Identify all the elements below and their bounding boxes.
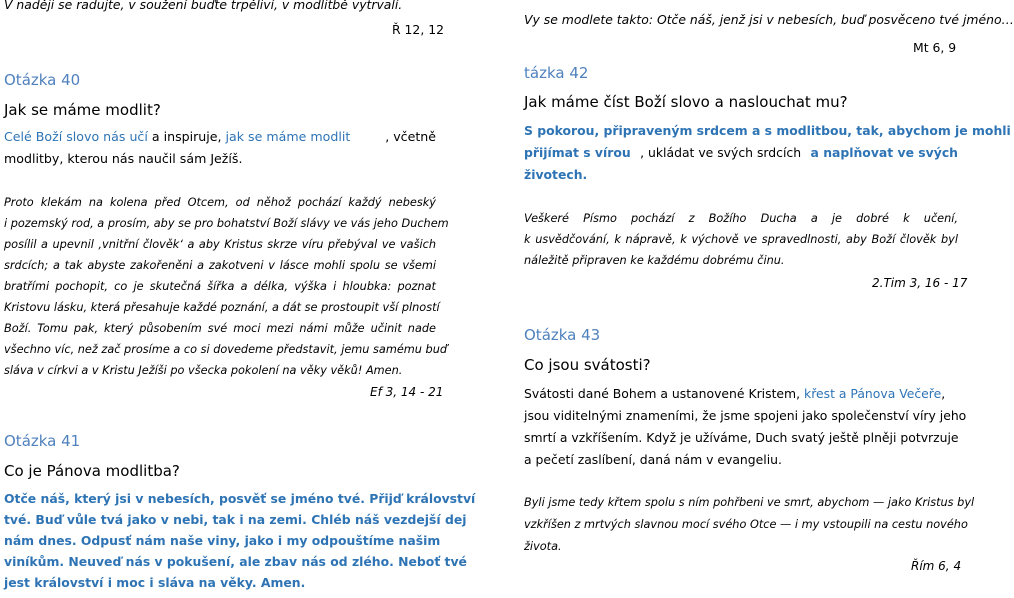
romans-passage — [524, 492, 975, 558]
q43-answer-l1b: křest a Pánova Večeře — [804, 386, 942, 401]
prayer-line: jest království i moc i sláva na věky. Amen. — [4, 575, 306, 590]
ephesians-passage — [4, 192, 449, 381]
passage-line: života. — [524, 540, 562, 553]
q40-heading: Otázka 40 — [4, 71, 81, 89]
q40-answer-d: , včetně — [385, 129, 436, 144]
right-top-ref: Mt 6, 9 — [913, 40, 957, 55]
q41-question: Co je Pánova modlitba? — [4, 462, 180, 480]
q42-answer-l2b: , ukládat ve svých srdcích — [640, 145, 802, 160]
q40-question: Jak se máme modlit? — [4, 101, 161, 119]
q40-answer-a: Celé Boží slovo nás učí — [4, 129, 148, 144]
passage-line: i pozemský rod, a prosím, aby se pro bohatství Boží slávy ve vás jeho Duchem — [4, 217, 449, 230]
passage-line: sláva v církvi a v Kristu Ježíši po všecka pokolení na věky věků! Amen. — [4, 364, 403, 377]
prayer-line: Otče náš, který jsi v nebesích, posvěť se jméno tvé. Přijď království — [4, 491, 476, 506]
passage-line: vzkříšen z mrtvých slavnou mocí svého Otce — i my vstoupili na cestu nového — [524, 518, 968, 531]
passage-line: posílil a upevnil ,vnitřní člověk‘ a aby Kristus skrze víru přebýval ve vašich — [4, 238, 436, 251]
q43-answer-l1c: , — [941, 386, 946, 401]
q43-answer-l1a: Svátosti dané Bohem a ustanovené Kristem, — [524, 386, 805, 401]
q43-answer-line4: a pečetí zaslíbení, daná nám v evangeliu. — [524, 452, 782, 467]
passage-line: náležitě připraven ke každému dobrému činu. — [524, 254, 785, 267]
passage-line: bratřími pochopit, co je skutečná šířka a délka, výška i hloubka: poznat — [4, 280, 436, 293]
left-top-ref: Ř 12, 12 — [392, 22, 444, 37]
timothy-passage — [524, 208, 958, 271]
passage-line: všechno víc, než zač prosíme a co si dovedeme představit, jemu samému buď — [4, 343, 448, 356]
passage-line: srdcích; a tak abyste zakořeněni a zakotveni v lásce mohli spolu se všemi — [4, 259, 436, 272]
q43-answer — [524, 383, 967, 471]
q42-answer — [524, 120, 1011, 186]
passage-line: Byli jsme tedy křtem spolu s ním pohřbeni ve smrt, abychom — jako Kristus byl — [524, 496, 975, 509]
passage-line: k usvědčování, k nápravě, k výchově ve spravedlnosti, aby Boží člověk byl — [524, 233, 958, 246]
prayer-line: nám dnes. Odpusť nám naše viny, jako i my odpouštíme našim — [4, 533, 441, 548]
q42-answer-l2c: a naplňovat ve svých — [810, 145, 958, 160]
q42-answer-l2a: přijímat s vírou — [524, 145, 631, 160]
passage-line: Kristovu lásku, která přesahuje každé poznání, a dát se prostoupit vší plností — [4, 301, 440, 314]
q42-answer-line1: S pokorou, připraveným srdcem a s modlitbou, tak, abychom je mohli — [524, 123, 1011, 138]
passage-line: Boží. Tomu pak, který působením své moci mezi námi může učinit nade — [4, 322, 436, 335]
q40-answer-b: a inspiruje, — [147, 129, 226, 144]
q40-answer-c: jak se máme modlit — [225, 129, 351, 144]
lords-prayer — [4, 488, 476, 593]
q41-heading: Otázka 41 — [4, 432, 81, 450]
q43-question: Co jsou svátosti? — [524, 356, 651, 374]
romans-ref: Řím 6, 4 — [911, 559, 962, 573]
left-top-quote: V naději se radujte, v soužení buďte trpěliví, v modlitbě vytrvalí. — [4, 0, 403, 12]
q42-question: Jak máme číst Boží slovo a naslouchat mu? — [524, 93, 848, 111]
q42-answer-line3: životech. — [524, 167, 588, 182]
q43-answer-line2: jsou viditelnými znameními, že jsme spojeni jako společenství víry jeho — [524, 408, 967, 423]
prayer-line: viníkům. Neuveď nás v pokušení, ale zbav nás od zlého. Neboť tvé — [4, 554, 467, 569]
passage-line: Proto klekám na kolena před Otcem, od něhož pochází každý nebeský — [4, 196, 436, 209]
q40-answer-e: modlitby, kterou nás naučil sám Ježíš. — [4, 151, 243, 166]
right-top-quote: Vy se modlete takto: Otče náš, jenž jsi v nebesích, buď posvěceno tvé jméno… — [524, 12, 1014, 27]
passage-line: Veškeré Písmo pochází z Božího Ducha a je dobré k učení, — [524, 212, 958, 225]
ephesians-ref: Ef 3, 14 - 21 — [370, 385, 444, 399]
q43-answer-line3: smrtí a vzkříšením. Když je užíváme, Duch svatý ještě plněji potvrzuje — [524, 430, 959, 445]
q42-heading: tázka 42 — [524, 64, 589, 82]
q43-heading: Otázka 43 — [524, 326, 601, 344]
prayer-line: tvé. Buď vůle tvá jako v nebi, tak i na zemi. Chléb náš vezdejší dej — [4, 512, 467, 527]
q40-answer — [4, 126, 436, 170]
timothy-ref: 2.Tim 3, 16 - 17 — [872, 276, 968, 290]
